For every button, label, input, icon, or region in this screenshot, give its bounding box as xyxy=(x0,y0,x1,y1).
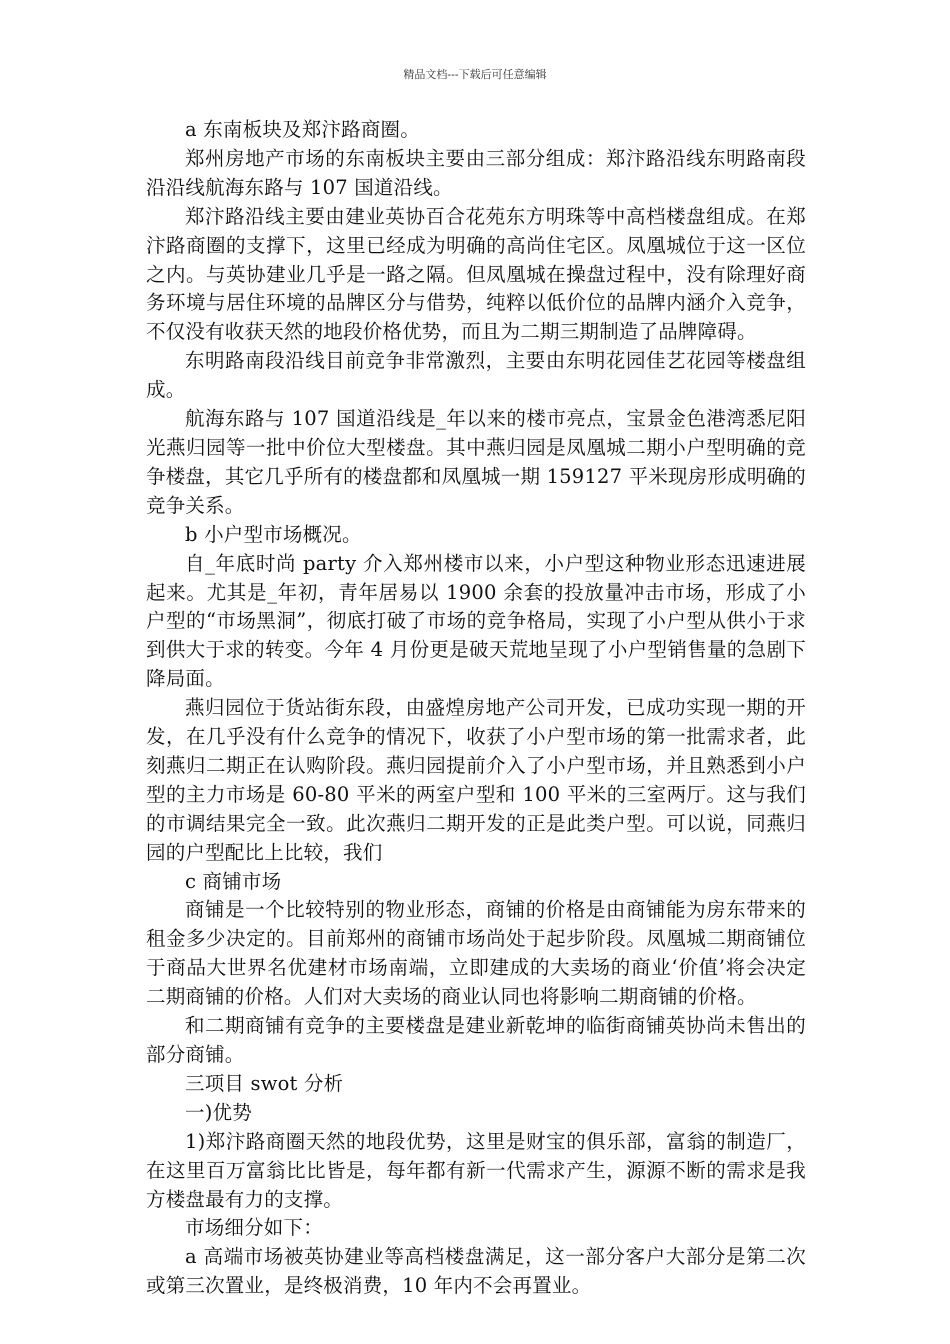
paragraph: 航海东路与 107 国道沿线是_年以来的楼市亮点，宝景金色港湾悉尼阳光燕归园等一批中价位大型楼盘。其中燕归园是凤凰城二期小户型明确的竞争楼盘，其它几乎所有的楼盘都和凤凰城一期 159127 平米现房形成明确的竞争关系。 xyxy=(146,407,806,517)
paragraph: 市场细分如下： xyxy=(185,1216,323,1240)
paragraph: 一)优势 xyxy=(185,1100,252,1124)
paragraph: 商铺是一个比较特别的物业形态，商铺的价格是由商铺能为房东带来的租金多少决定的。目前郑州的商铺市场尚处于起步阶段。凤凰城二期商铺位于商品大世界名优建材市场南端，立即建成的大卖场的商业‘价值’将会决定二期商铺的价格。人们对大卖场的商业认同也将影响二期商铺的价格。 xyxy=(146,898,806,1009)
paragraph: 燕归园位于货站街东段，由盛煌房地产公司开发，已成功实现一期的开发，在几乎没有什么竞争的情况下，收获了小户型市场的第一批需求者，此刻燕归二期正在认购阶段。燕归园提前介入了小户型市场，并且熟悉到小户型的主力市场是 60-80 平米的两室户型和 100 平米的三室两厅。这与我们的市调结果完全一致。此次燕归二期开发的正是此类户型。可以说，同燕归园的户型配比上比较，我们 xyxy=(146,696,806,864)
paragraph: a 东南板块及郑汴路商圈。 xyxy=(185,118,420,141)
paragraph: 和二期商铺有竞争的主要楼盘是建业新乾坤的临街商铺英协尚未售出的部分商铺。 xyxy=(146,1014,806,1066)
paragraph: 自_年底时尚 party 介入郑州楼市以来，小户型这种物业形态迅速进展起来。尤其是_年初，青年居易以 1900 余套的投放量冲击市场，形成了小户型的“市场黑洞”，彻底打破了市场的竞争格局，实现了小户型从供小于求到供大于求的转变。今年 4 月份更是破天荒地呈现了小户型销售量的急剧下降局面。 xyxy=(146,551,806,691)
paragraph: 郑州房地产市场的东南板块主要由三部分组成：郑汴路沿线东明路南段沿沿线航海东路与 107 国道沿线。 xyxy=(146,146,806,199)
paragraph: 郑汴路沿线主要由建业英协百合花苑东方明珠等中高档楼盘组成。在郑汴路商圈的支撑下，这里已经成为明确的高尚住宅区。凤凰城位于这一区位之内。与英协建业几乎是一路之隔。但凤凰城在操盘过程中，没有除理好商务环境与居住环境的品牌区分与借势，纯粹以低价位的品牌内涵介入竞争，不仅没有收获天然的地段价格优势，而且为二期三期制造了品牌障碍。 xyxy=(146,204,806,344)
paragraph: 1)郑汴路商圈天然的地段优势，这里是财宝的俱乐部，富翁的制造厂，在这里百万富翁比比皆是，每年都有新一代需求产生，源源不断的需求是我方楼盘最有力的支撑。 xyxy=(146,1129,806,1211)
paragraph: b 小户型市场概况。 xyxy=(185,522,362,546)
paragraph: a 高端市场被英协建业等高档楼盘满足，这一部分客户大部分是第二次或第三次置业，是终极消费，10 年内不会再置业。 xyxy=(146,1245,806,1298)
paragraph: 三项目 swot 分析 xyxy=(185,1071,344,1095)
document-body xyxy=(146,116,806,1301)
page-header: 精品文档---下载后可任意编辑 xyxy=(403,68,547,81)
paragraph: 东明路南段沿线目前竞争非常激烈，主要由东明花园佳艺花园等楼盘组成。 xyxy=(146,349,806,402)
paragraph: c 商铺市场 xyxy=(185,869,282,893)
